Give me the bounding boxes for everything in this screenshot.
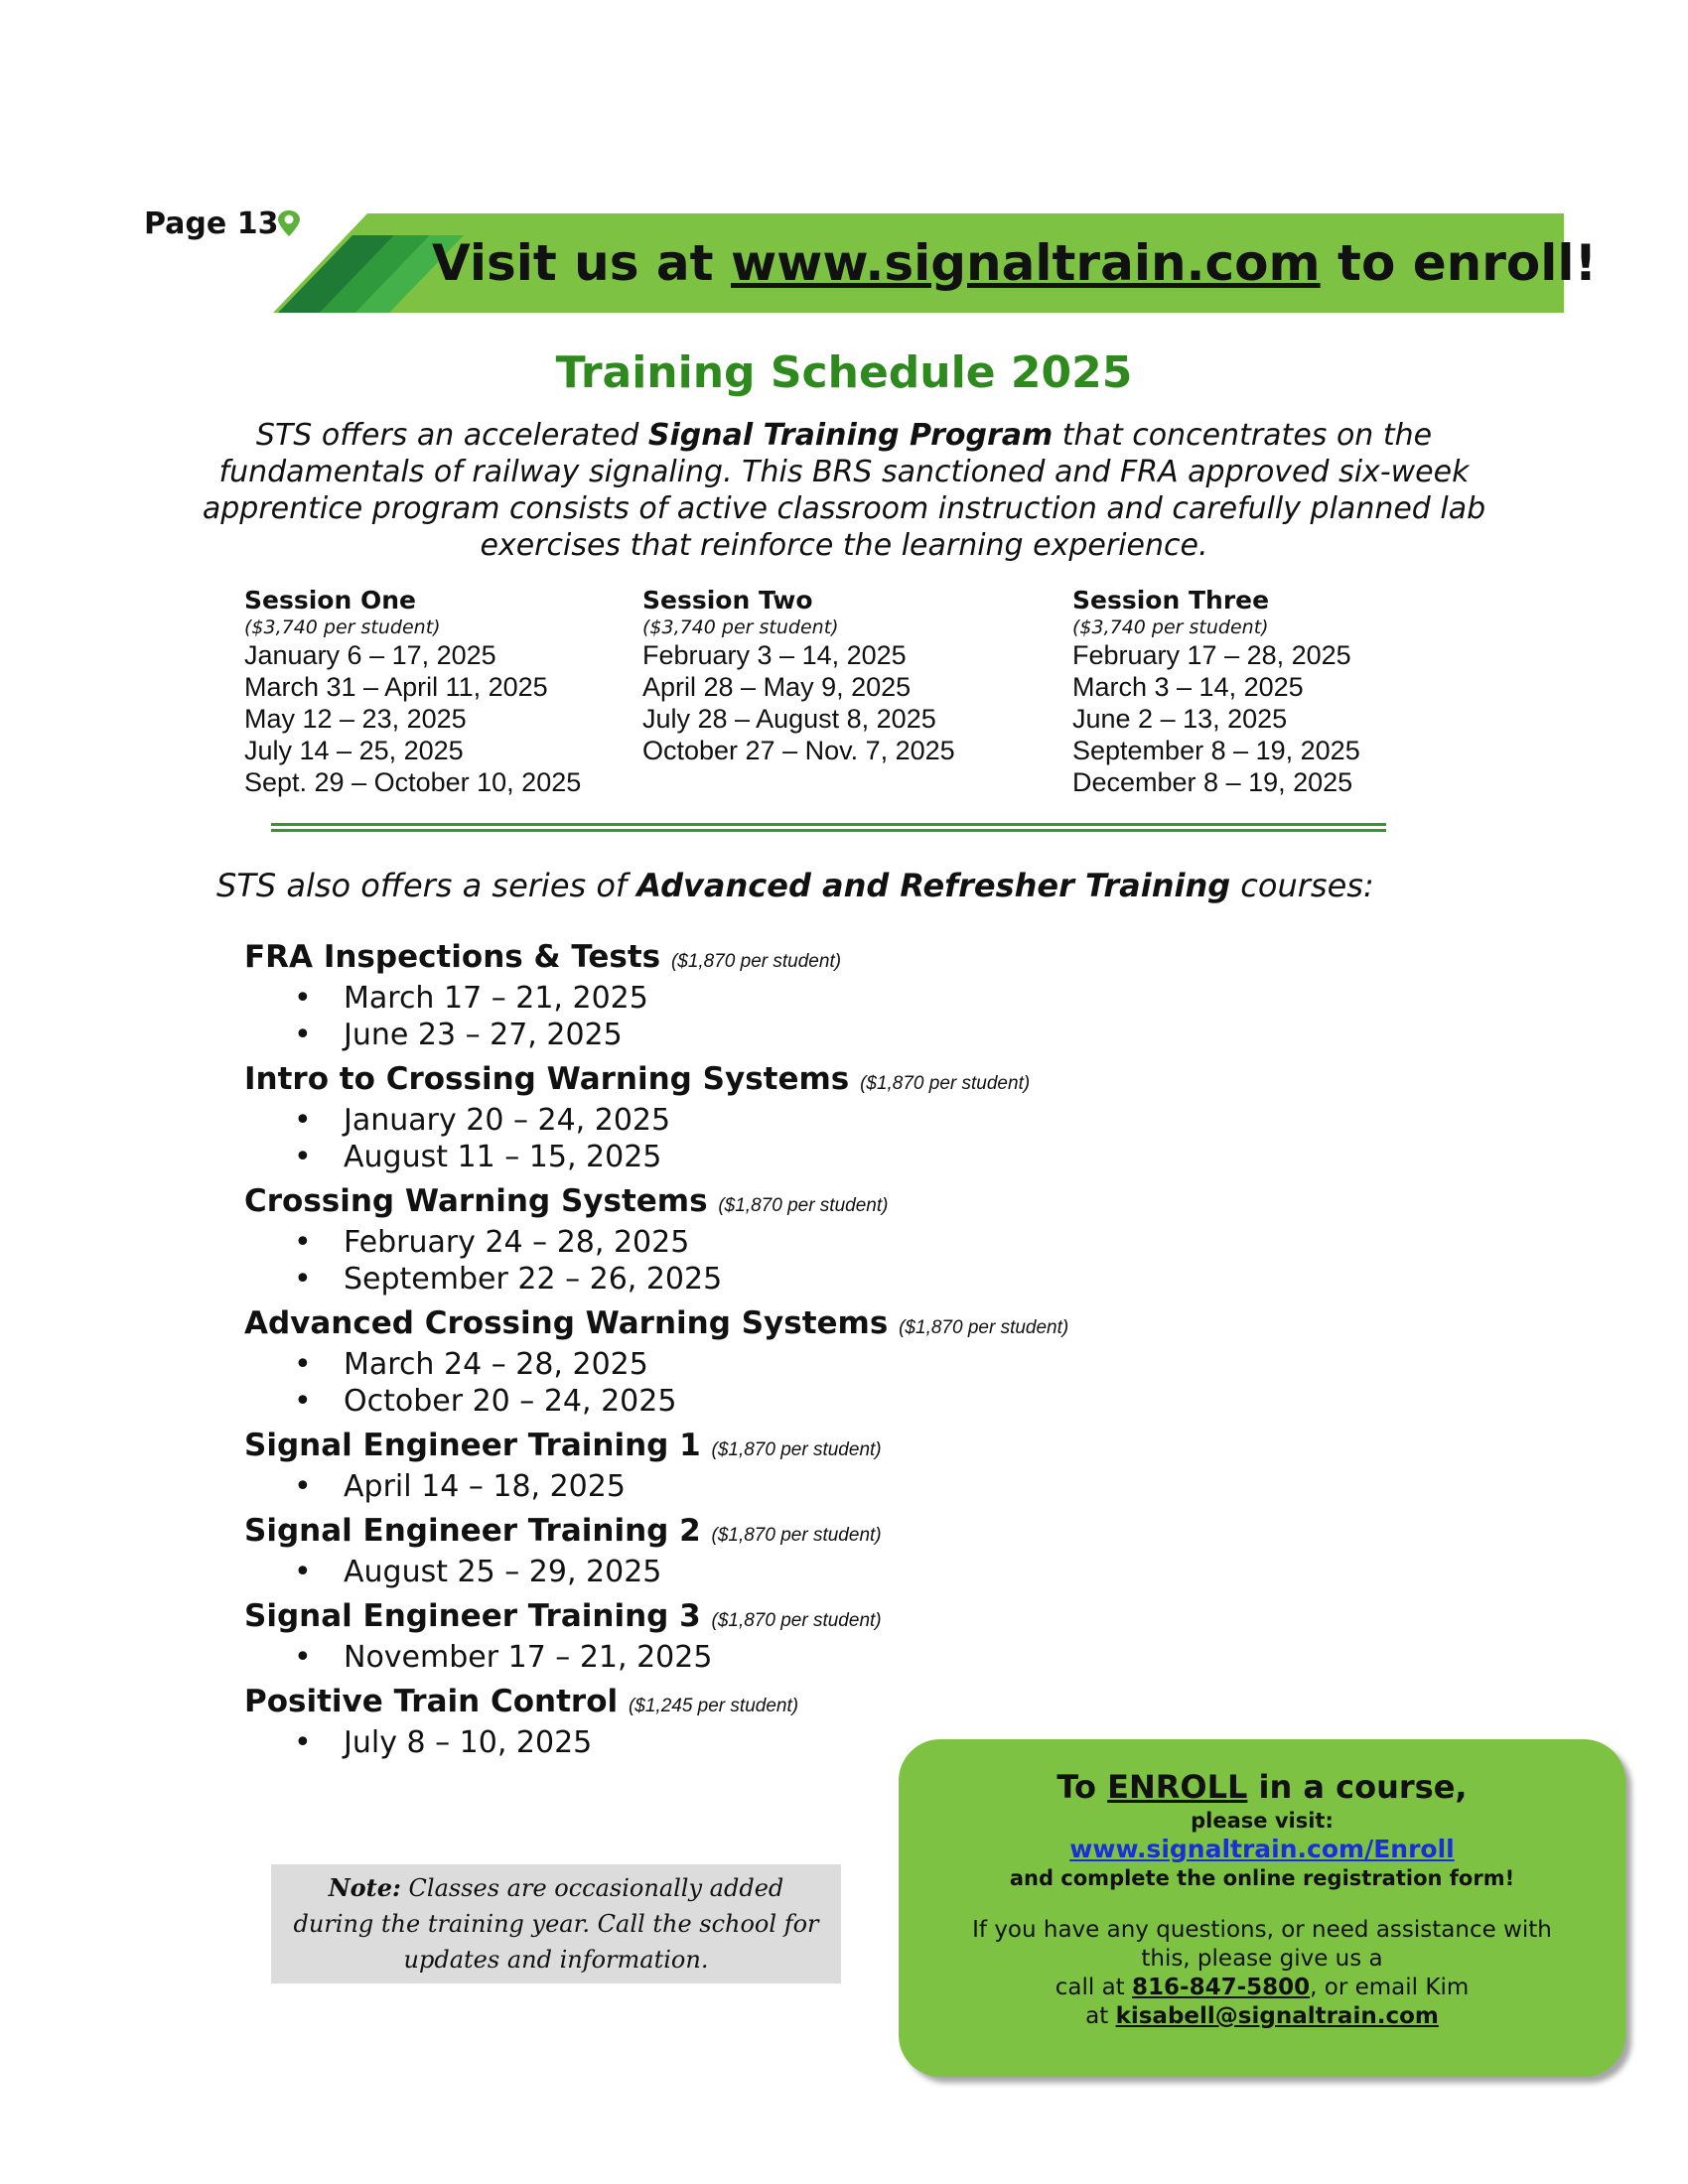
course-date-item xyxy=(244,1139,1138,1175)
note-text: Classes are occasionally added during the training year. Call the school for updates and information. xyxy=(293,1874,819,1974)
course-name: Signal Engineer Training 1 xyxy=(244,1428,701,1463)
email-pre: at xyxy=(1085,2003,1116,2029)
course-date-item xyxy=(244,1017,1138,1053)
note-box xyxy=(271,1864,841,1983)
advanced-intro-post: courses: xyxy=(1230,867,1374,904)
bullet-icon: • xyxy=(294,1262,312,1297)
enroll-title xyxy=(899,1767,1625,1807)
course-name: Advanced Crossing Warning Systems xyxy=(244,1305,889,1341)
page-title: Training Schedule 2025 xyxy=(555,347,1133,398)
session-date: July 28 – August 8, 2025 xyxy=(642,704,936,734)
enroll-title-emphasis: ENROLL xyxy=(1107,1768,1248,1806)
intro-pre: STS offers an accelerated xyxy=(255,418,648,453)
intro-post: that concentrates on the fundamentals of railway signaling. This BRS sanctioned and FRA approved six-week apprentice program consists of active classroom instruction and carefully planned lab exercises that reinforce the learning experience. xyxy=(202,418,1486,563)
course-name: Intro to Crossing Warning Systems xyxy=(244,1061,850,1097)
session-date: March 31 – April 11, 2025 xyxy=(244,672,548,702)
session-date: June 2 – 13, 2025 xyxy=(1072,704,1288,734)
session-price: ($3,740 per student) xyxy=(1072,616,1269,638)
session-date: March 3 – 14, 2025 xyxy=(1072,672,1304,702)
bullet-icon: • xyxy=(294,1103,312,1138)
call-pre: call at xyxy=(1055,1975,1133,2000)
course-date: March 17 – 21, 2025 xyxy=(344,981,648,1016)
enroll-call-line xyxy=(899,1974,1625,2002)
course-item xyxy=(244,1428,1138,1505)
bullet-icon: • xyxy=(294,1725,312,1760)
call-post: , or email Kim xyxy=(1310,1975,1470,2000)
bullet-icon: • xyxy=(294,1469,312,1504)
session-date: February 17 – 28, 2025 xyxy=(1072,640,1351,670)
enroll-email-line xyxy=(899,2002,1625,2031)
bullet-icon: • xyxy=(294,981,312,1016)
course-price: ($1,245 per student) xyxy=(628,1696,799,1716)
course-date: February 24 – 28, 2025 xyxy=(344,1225,690,1260)
course-price: ($1,870 per student) xyxy=(860,1073,1031,1094)
session-date: July 14 – 25, 2025 xyxy=(244,736,464,765)
course-price: ($1,870 per student) xyxy=(711,1525,882,1546)
course-name: Positive Train Control xyxy=(244,1684,619,1719)
enroll-title-post: in a course, xyxy=(1247,1768,1468,1806)
session-price: ($3,740 per student) xyxy=(642,616,839,638)
course-price: ($1,870 per student) xyxy=(718,1195,889,1216)
bullet-icon: • xyxy=(294,1347,312,1382)
enroll-questions: If you have any questions, or need assistance with this, please give us a xyxy=(972,1917,1552,1972)
course-date: June 23 – 27, 2025 xyxy=(344,1018,623,1052)
course-date: October 20 – 24, 2025 xyxy=(344,1384,677,1419)
course-price: ($1,870 per student) xyxy=(711,1610,882,1631)
course-date-item xyxy=(244,980,1138,1017)
course-date-item xyxy=(244,1468,1138,1505)
advanced-intro-pre: STS also offers a series of xyxy=(216,867,637,904)
course-date-item xyxy=(244,1346,1138,1383)
session-price: ($3,740 per student) xyxy=(244,616,441,638)
session-date: September 8 – 19, 2025 xyxy=(1072,736,1360,765)
page-number: Page 13 xyxy=(144,206,279,241)
course-list xyxy=(244,939,1138,1769)
enroll-callout xyxy=(899,1739,1625,2077)
course-date: November 17 – 21, 2025 xyxy=(344,1640,713,1675)
course-date: July 8 – 10, 2025 xyxy=(344,1725,593,1760)
session-date: January 6 – 17, 2025 xyxy=(244,640,496,670)
course-price: ($1,870 per student) xyxy=(899,1317,1069,1338)
session-one xyxy=(244,586,661,798)
course-date: January 20 – 24, 2025 xyxy=(344,1103,671,1138)
session-title: Session Two xyxy=(642,586,813,614)
session-title: Session Three xyxy=(1072,586,1270,614)
course-item xyxy=(244,1183,1138,1297)
course-name: Signal Engineer Training 2 xyxy=(244,1513,701,1549)
session-date: October 27 – Nov. 7, 2025 xyxy=(642,736,955,765)
session-three xyxy=(1072,586,1489,798)
course-date: September 22 – 26, 2025 xyxy=(344,1262,723,1297)
banner-text-pre: Visit us at xyxy=(432,234,731,292)
note-label: Note: xyxy=(328,1873,401,1902)
course-date-item xyxy=(244,1102,1138,1139)
intro-program-name: Signal Training Program xyxy=(647,418,1054,453)
section-divider xyxy=(271,823,1386,832)
course-price: ($1,870 per student) xyxy=(711,1439,882,1460)
banner-headline xyxy=(432,230,1598,296)
course-date: April 14 – 18, 2025 xyxy=(344,1469,626,1504)
course-date: August 11 – 15, 2025 xyxy=(344,1140,662,1174)
course-date-item xyxy=(244,1224,1138,1261)
course-date: March 24 – 28, 2025 xyxy=(344,1347,648,1382)
course-date: August 25 – 29, 2025 xyxy=(344,1555,662,1589)
intro-paragraph xyxy=(199,417,1489,564)
session-two xyxy=(642,586,1059,766)
course-item xyxy=(244,1513,1138,1590)
bullet-icon: • xyxy=(294,1140,312,1174)
course-date-item xyxy=(244,1639,1138,1676)
session-date: April 28 – May 9, 2025 xyxy=(642,672,912,702)
banner-text-post: to enroll! xyxy=(1320,234,1598,292)
course-name: FRA Inspections & Tests xyxy=(244,939,661,975)
bullet-icon: • xyxy=(294,1225,312,1260)
course-name: Signal Engineer Training 3 xyxy=(244,1598,701,1634)
course-item xyxy=(244,1598,1138,1676)
bullet-icon: • xyxy=(294,1018,312,1052)
course-date-item xyxy=(244,1261,1138,1297)
enroll-complete: and complete the online registration form! xyxy=(1009,1866,1515,1890)
course-item xyxy=(244,1061,1138,1175)
session-date: December 8 – 19, 2025 xyxy=(1072,767,1353,797)
session-title: Session One xyxy=(244,586,416,614)
course-item xyxy=(244,1305,1138,1420)
enroll-link[interactable]: www.signaltrain.com/Enroll xyxy=(1069,1835,1455,1863)
location-pin-icon xyxy=(274,208,304,238)
email-link[interactable]: kisabell@signaltrain.com xyxy=(1115,2003,1439,2029)
enroll-title-pre: To xyxy=(1056,1768,1108,1806)
course-price: ($1,870 per student) xyxy=(670,951,842,972)
session-date: May 12 – 23, 2025 xyxy=(244,704,467,734)
course-date-item xyxy=(244,1383,1138,1420)
phone-link[interactable]: 816-847-5800 xyxy=(1132,1975,1311,2000)
bullet-icon: • xyxy=(294,1384,312,1419)
bullet-icon: • xyxy=(294,1555,312,1589)
session-date: Sept. 29 – October 10, 2025 xyxy=(244,767,582,797)
enroll-visit: please visit: xyxy=(1191,1809,1334,1833)
advanced-intro-bold: Advanced and Refresher Training xyxy=(636,867,1231,904)
website-link[interactable]: www.signaltrain.com xyxy=(730,234,1321,292)
advanced-courses-intro xyxy=(216,866,1507,905)
course-item xyxy=(244,939,1138,1053)
course-name: Crossing Warning Systems xyxy=(244,1183,708,1219)
session-date: February 3 – 14, 2025 xyxy=(642,640,907,670)
bullet-icon: • xyxy=(294,1640,312,1675)
course-date-item xyxy=(244,1554,1138,1590)
